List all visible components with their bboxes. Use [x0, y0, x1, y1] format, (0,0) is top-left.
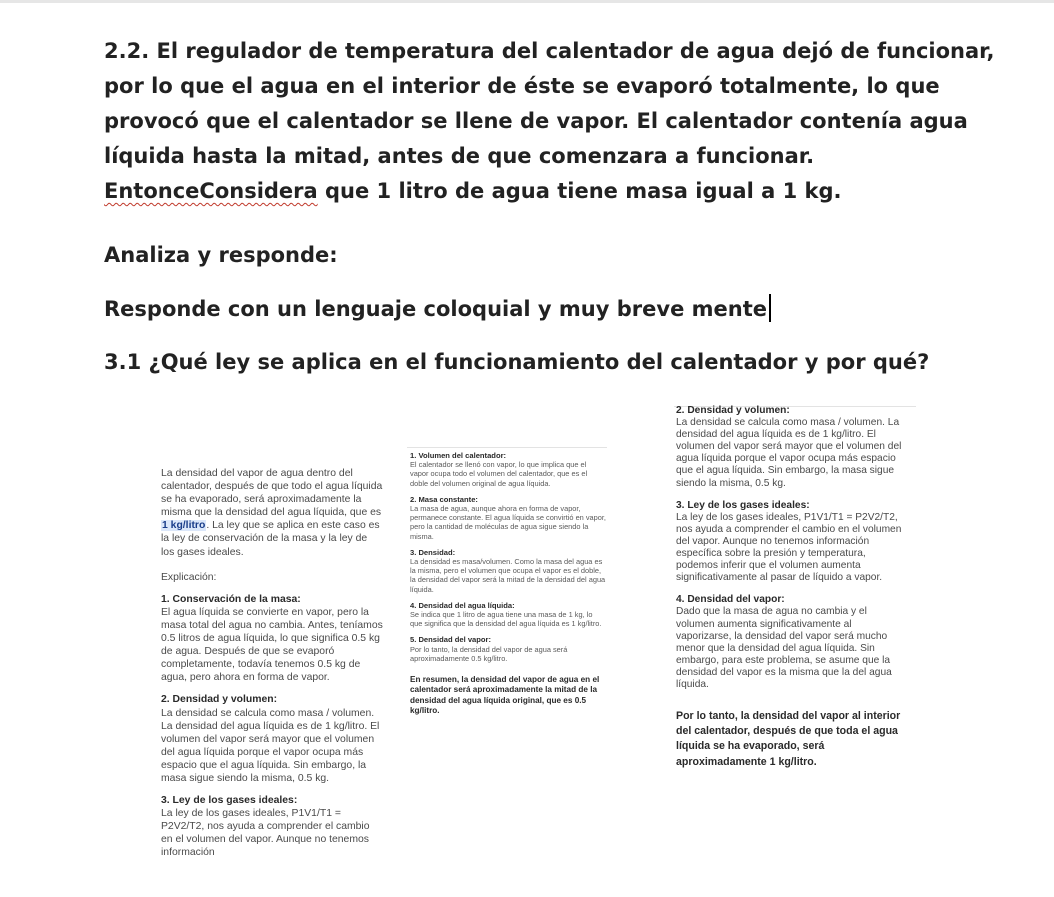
- embedded-answer-right: [676, 405, 908, 770]
- highlighted-density: 1 kg/litro: [162, 520, 206, 532]
- right-conclusion: Por lo tanto, la densidad del vapor al interior del calentador, después de que toda el agua líquida se ha evaporado, será aproximadamente 1 kg/litro.: [676, 710, 901, 768]
- instruction-line[interactable]: [104, 294, 1024, 323]
- mid-s4-title: 4. Densidad del agua líquida:: [410, 600, 515, 610]
- right-s4-title: 4. Densidad del vapor:: [676, 594, 785, 606]
- mid-s3-title: 3. Densidad:: [410, 547, 456, 557]
- left-s3-text: La ley de los gases ideales, P1V1/T1 = P2V2/T2, nos ayuda a comprender el cambio en el volumen del vapor. Aunque no tenemos información: [161, 808, 370, 859]
- right-s2-title: 2. Densidad y volumen:: [676, 405, 790, 416]
- analiza-heading: Analiza y responde:: [104, 243, 338, 267]
- misspelled-word[interactable]: EntonceConsidera: [104, 179, 318, 203]
- mid-s1-text: El calentador se llenó con vapor, lo que implica que el vapor ocupa todo el volumen del calentador, que es el doble del volumen original de agua líquida.: [410, 460, 588, 488]
- left-s1-text: El agua líquida se convierte en vapor, pero la masa total del agua no cambia. Antes, teníamos 0.5 litros de agua líquida, lo que significa 0.5 kg de agua. Después de que se evaporó completamente, todavía tenemos 0.5 kg de agua, pero ahora en forma de vapor.: [161, 606, 383, 684]
- mid-s3-text: La densidad es masa/volumen. Como la masa del agua es la misma, pero el volumen que ocupa el vapor es el doble, la densidad del vapor será la mitad de la densidad del agua líquida.: [410, 557, 606, 594]
- mid-s4-text: Se indica que 1 litro de agua tiene una masa de 1 kg, lo que significa que la densidad del agua líquida es 1 kg/litro.: [410, 610, 602, 629]
- mid-s5-title: 5. Densidad del vapor:: [410, 635, 492, 645]
- left-intro: [161, 467, 383, 559]
- right-s4-text: Dado que la masa de agua no cambia y el volumen aumenta significativamente al vaporizarse, la densidad del vapor será mucho menor que la densidad del agua líquida. Sin embargo, para este problema, se asume que la densidad del vapor es la misma que la del agua líquida.: [676, 606, 892, 690]
- window-top-border: [0, 0, 1054, 3]
- left-s2-title: 2. Densidad y volumen:: [161, 694, 278, 706]
- mid-conclusion: En resumen, la densidad del vapor de agua en el calentador será aproximadamente la mitad de la densidad del agua líquida original, que es 0.5 kg/litro.: [410, 675, 600, 716]
- instruction-text: Responde con un lenguaje coloquial y muy breve mente: [104, 297, 767, 321]
- question-3-1-heading: 3.1 ¿Qué ley se aplica en el funcionamiento del calentador y por qué?: [104, 350, 930, 374]
- right-s2-text: La densidad se calcula como masa / volumen. La densidad del agua líquida es de 1 kg/litro. El volumen del vapor será mayor que el volumen del agua líquida porque el vapor ocupa más espacio que el agua líquida. Sin embargo, la masa sigue siendo la misma, 0.5 kg.: [676, 417, 902, 489]
- question-text-part1: 2.2. El regulador de temperatura del calentador de agua dejó de funcionar, por lo que el agua en el interior de éste se evaporó totalmente, lo que provocó que el calentador se llene de vapor. El calentador contenía agua líquida hasta la mitad, antes de que comenzara a funcionar.: [104, 39, 995, 168]
- mid-s5-text: Por lo tanto, la densidad del vapor de agua será aproximadamente 0.5 kg/litro.: [410, 644, 568, 663]
- middle-top-divider: [407, 447, 607, 448]
- question-text-part2: que 1 litro de agua tiene masa igual a 1 kg.: [317, 179, 842, 203]
- mid-s2-title: 2. Masa constante:: [410, 494, 478, 504]
- left-intro-before: La densidad del vapor de agua dentro del calentador, después de que todo el agua líquida se ha evaporado, será aproximadamente la misma que la densidad del agua líquida, que es: [161, 468, 383, 519]
- explanation-title: Explicación:: [161, 571, 217, 583]
- embedded-answer-middle: [410, 451, 606, 717]
- embedded-answer-left: [161, 467, 383, 860]
- left-s2-text: La densidad se calcula como masa / volumen. La densidad del agua líquida es de 1 kg/litro. El volumen del vapor será mayor que el volumen del agua líquida porque el vapor ocupa más espacio que el agua líquida. Sin embargo, la masa sigue siendo la misma, 0.5 kg.: [161, 707, 380, 784]
- left-intro-after: . La ley que se aplica en este caso es la ley de conservación de la masa y la ley de los gases ideales.: [161, 520, 380, 558]
- right-s3-title: 3. Ley de los gases ideales:: [676, 499, 810, 511]
- text-cursor: [769, 294, 771, 322]
- right-s3-text: La ley de los gases ideales, P1V1/T1 = P2V2/T2, nos ayuda a comprender el cambio en el volumen del vapor. Aunque no tenemos información específica sobre la presión y temperatura, podemos inferir que el volumen aumenta significativamente al pasar de líquido a vapor.: [676, 511, 902, 584]
- question-2-2-paragraph[interactable]: [104, 34, 1019, 209]
- mid-s2-text: La masa de agua, aunque ahora en forma de vapor, permanece constante. El agua líquida se convirtió en vapor, pero la cantidad de moléculas de agua sigue siendo la misma.: [410, 504, 606, 541]
- left-s3-title: 3. Ley de los gases ideales:: [161, 795, 298, 807]
- left-s1-title: 1. Conservación de la masa:: [161, 593, 301, 605]
- document-body[interactable]: [104, 34, 1024, 376]
- mid-s1-title: 1. Volumen del calentador:: [410, 451, 507, 460]
